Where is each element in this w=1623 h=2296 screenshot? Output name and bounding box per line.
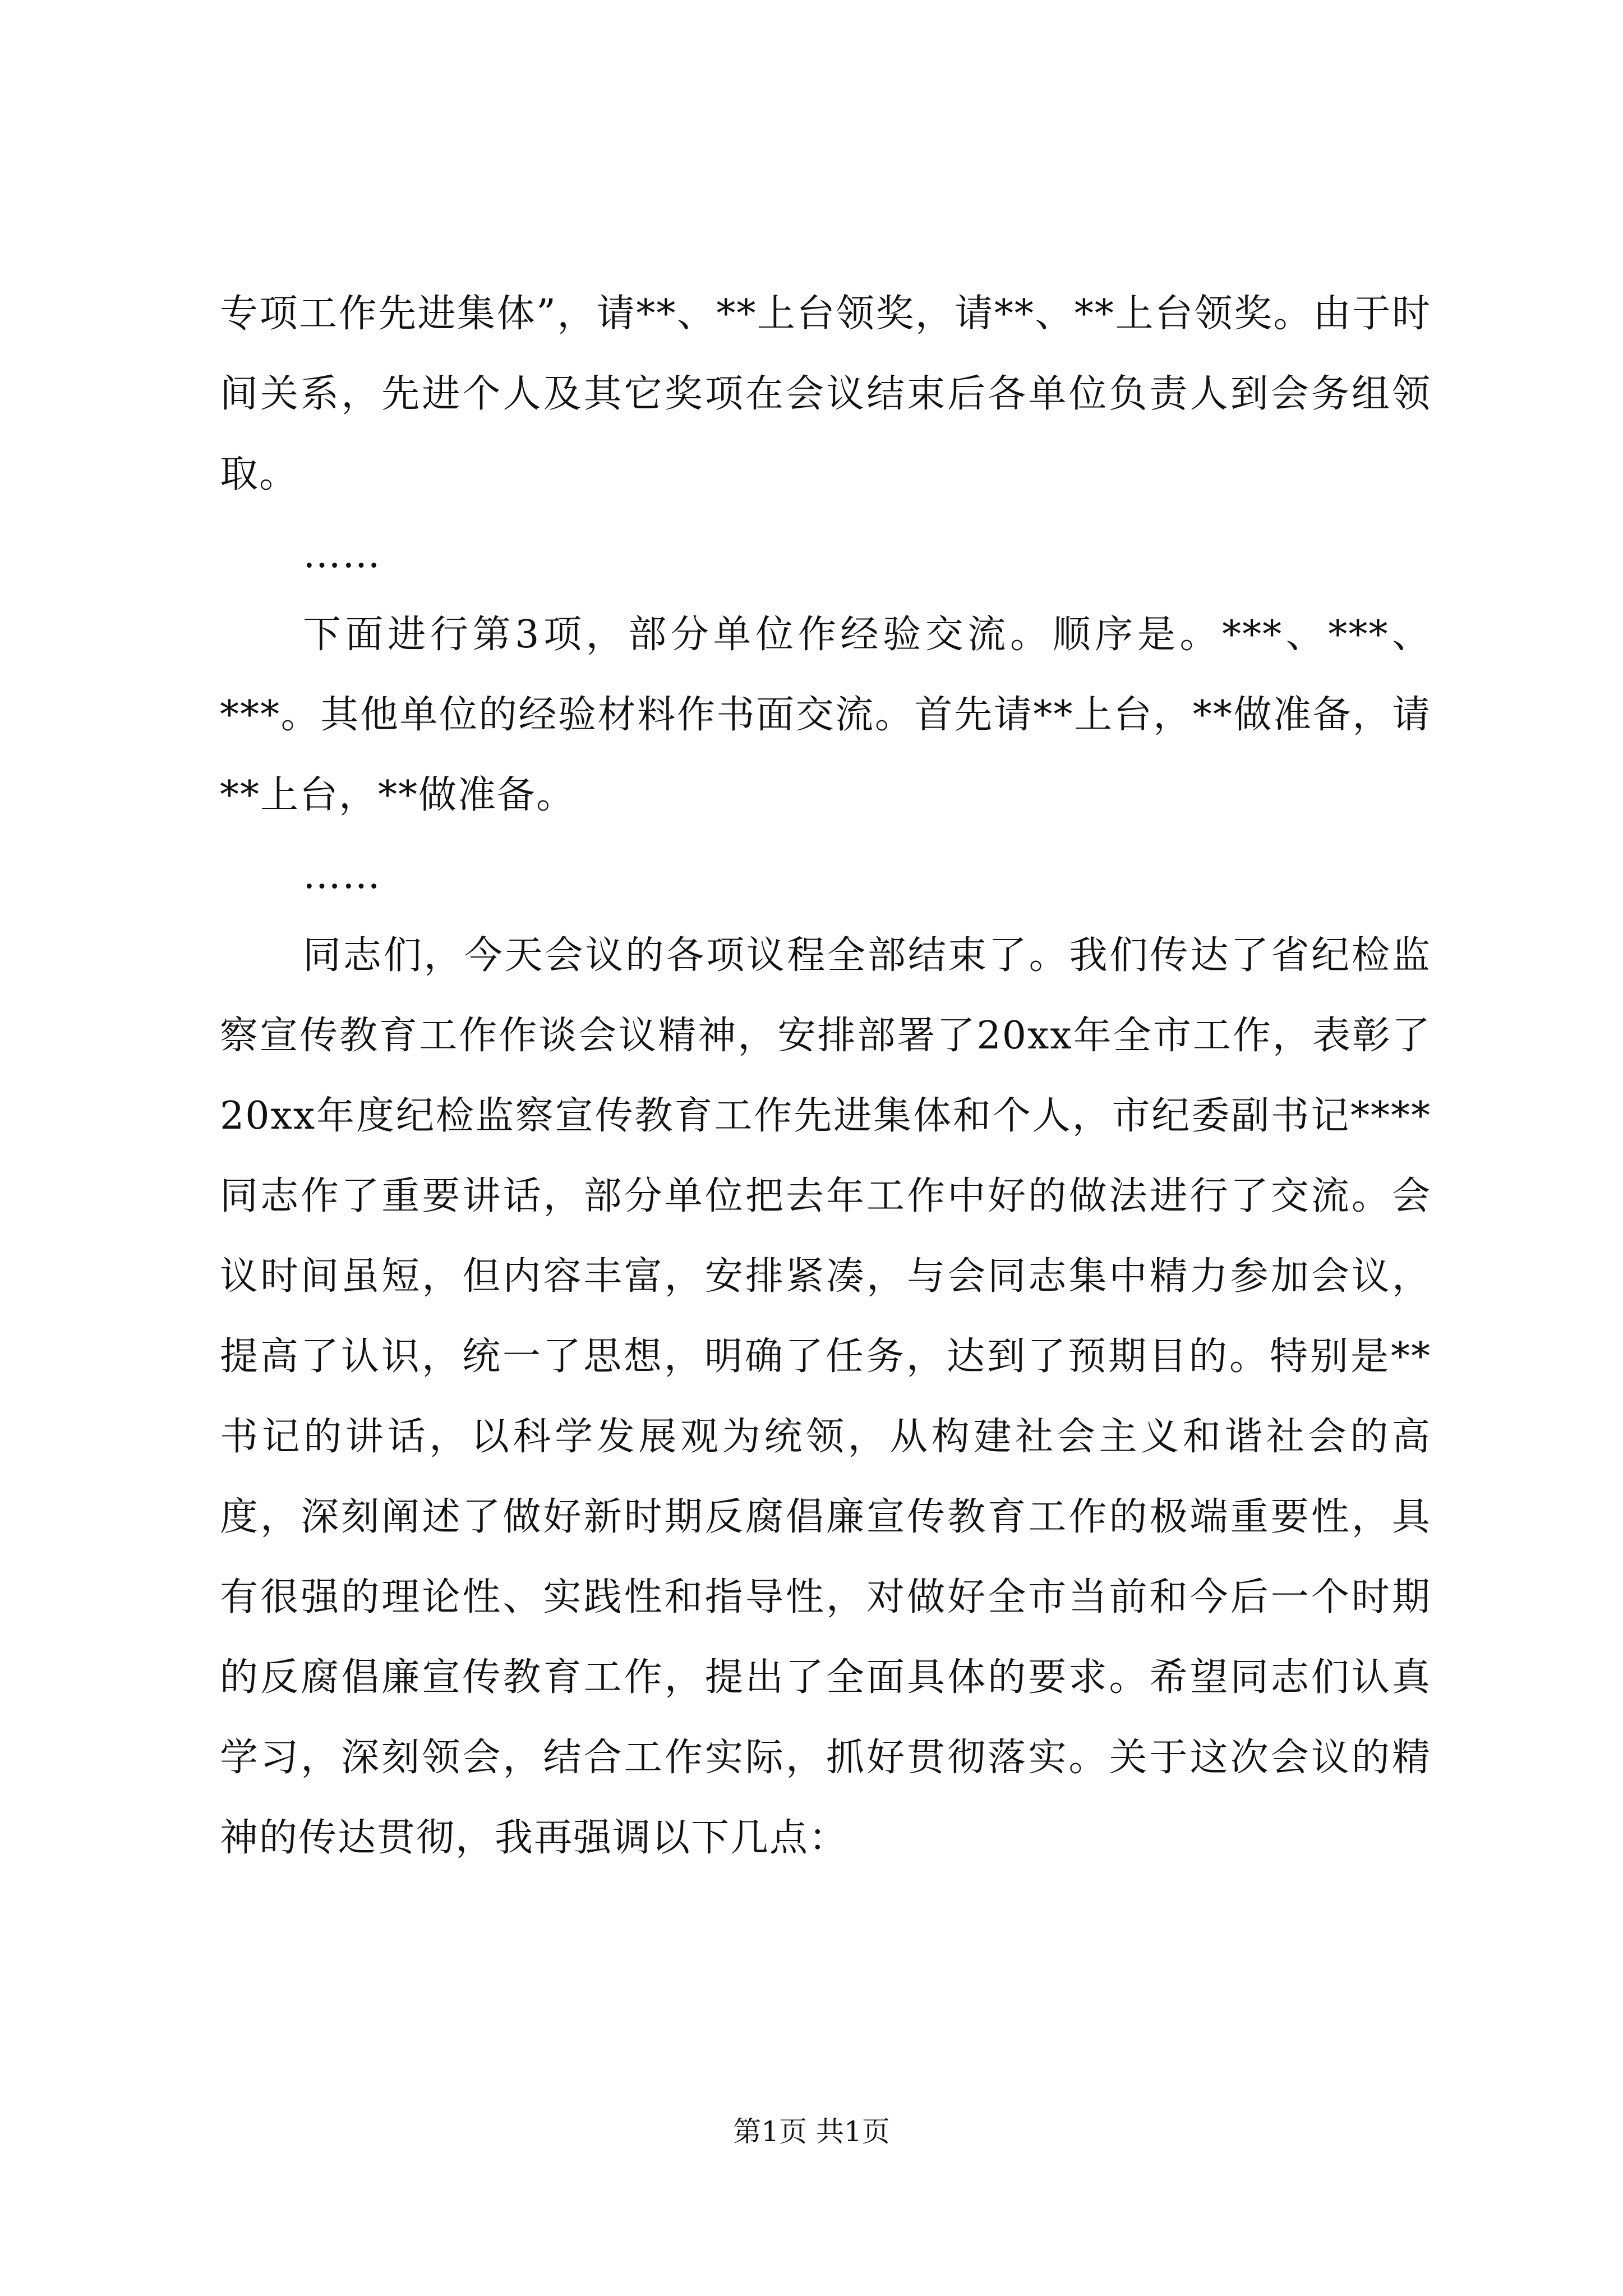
document-body (220, 274, 1431, 1878)
paragraph-award-continuation: 专项工作先进集体”，请**、**上台领奖，请**、**上台领奖。由于时间关系，先进个人及其它奖项在会议结束后各单位负责人到会务组领取。 (220, 292, 1431, 496)
paragraph-closing-summary: 同志们，今天会议的各项议程全部结束了。我们传达了省纪检监察宣传教育工作作谈会议精神，安排部署了20xx年全市工作，表彰了20xx年度纪检监察宣传教育工作先进集体和个人，市纪委副书记****同志作了重要讲话，部分单位把去年工作中好的做法进行了交流。会议时间虽短，但内容丰富，安排紧凑，与会同志集中精力参加会议，提高了认识，统一了思想，明确了任务，达到了预期目的。特别是**书记的讲话，以科学发展观为统领，从构建社会主义和谐社会的高度，深刻阐述了做好新时期反腐倡廉宣传教育工作的极端重要性，具有很强的理论性、实践性和指导性，对做好全市当前和今后一个时期的反腐倡廉宣传教育工作，提出了全面具体的要求。希望同志们认真学习，深刻领会，结合工作实际，抓好贯彻落实。关于这次会议的精神的传达贯彻，我再强调以下几点： (220, 933, 1431, 1860)
paragraph-ellipsis: …… (303, 853, 381, 898)
page-number-footer: 第1页 共1页 (733, 2115, 890, 2148)
paragraph-experience-exchange: 下面进行第3项，部分单位作经验交流。顺序是。***、***、***。其他单位的经验材料作书面交流。首先请**上台，**做准备，请**上台，**做准备。 (220, 613, 1431, 817)
paragraph-ellipsis: …… (303, 532, 381, 577)
